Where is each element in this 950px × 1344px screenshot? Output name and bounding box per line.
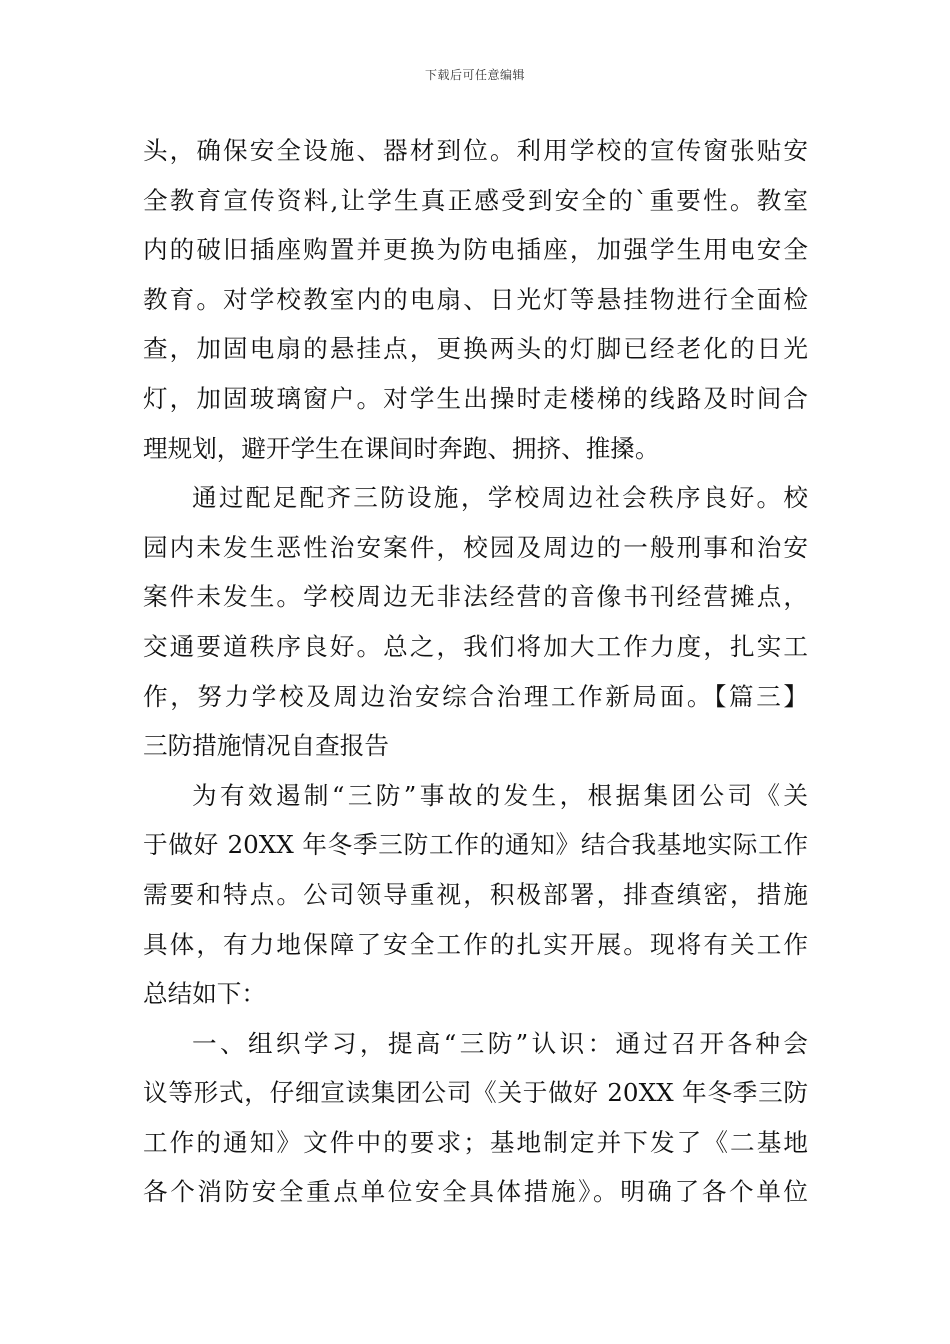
text-line: 查，加固电扇的悬挂点，更换两头的灯脚已经老化的日光 [143,334,808,364]
text-line: 头，确保安全设施、器材到位。利用学校的宣传窗张贴安 [143,136,808,165]
text-line: 作，努力学校及周边治安综合治理工作新局面。【篇三】 [143,681,808,711]
text-line: 工作的通知》文件中的要求；基地制定并下发了《二基地 [143,1127,808,1157]
text-line: 全教育宣传资料,让学生真正感受到安全的`重要性。教室 [143,185,808,215]
text-line: 三防措施情况自查报告 [143,731,389,761]
page-header: 下载后可任意编辑 [424,68,525,82]
text-line: 于做好 20XX 年冬季三防工作的通知》结合我基地实际工作 [143,830,808,860]
text-line: 通过配足配齐三防设施，学校周边社会秩序良好。校 [192,483,808,513]
text-line: 案件未发生。学校周边无非法经营的音像书刊经营摊点， [143,582,808,612]
text-line: 总结如下： [143,979,266,1009]
text-line: 需要和特点。公司领导重视，积极部署，排查缜密，措施 [143,879,808,909]
text-line: 为有效遏制“三防”事故的发生，根据集团公司《关 [192,780,808,810]
text-line: 议等形式，仔细宣读集团公司《关于做好 20XX 年冬季三防 [143,1078,808,1108]
text-line: 交通要道秩序良好。总之，我们将加大工作力度，扎实工 [143,631,808,661]
text-line: 灯，加固玻璃窗户。对学生出操时走楼梯的线路及时间合 [143,383,808,413]
document-body [143,126,808,1217]
text-line: 各个消防安全重点单位安全具体措施》。明确了各个单位 [143,1177,808,1207]
text-line: 园内未发生恶性治安案件，校园及周边的一般刑事和治安 [143,532,808,562]
text-line: 教育。对学校教室内的电扇、日光灯等悬挂物进行全面检 [143,284,808,314]
text-line: 一、组织学习，提高“三防”认识：通过召开各种会 [192,1028,808,1058]
text-line: 内的破旧插座购置并更换为防电插座，加强学生用电安全 [143,235,808,265]
text-line: 具体，有力地保障了安全工作的扎实开展。现将有关工作 [143,929,808,959]
text-line: 理规划，避开学生在课间时奔跑、拥挤、推搡。 [143,433,660,463]
